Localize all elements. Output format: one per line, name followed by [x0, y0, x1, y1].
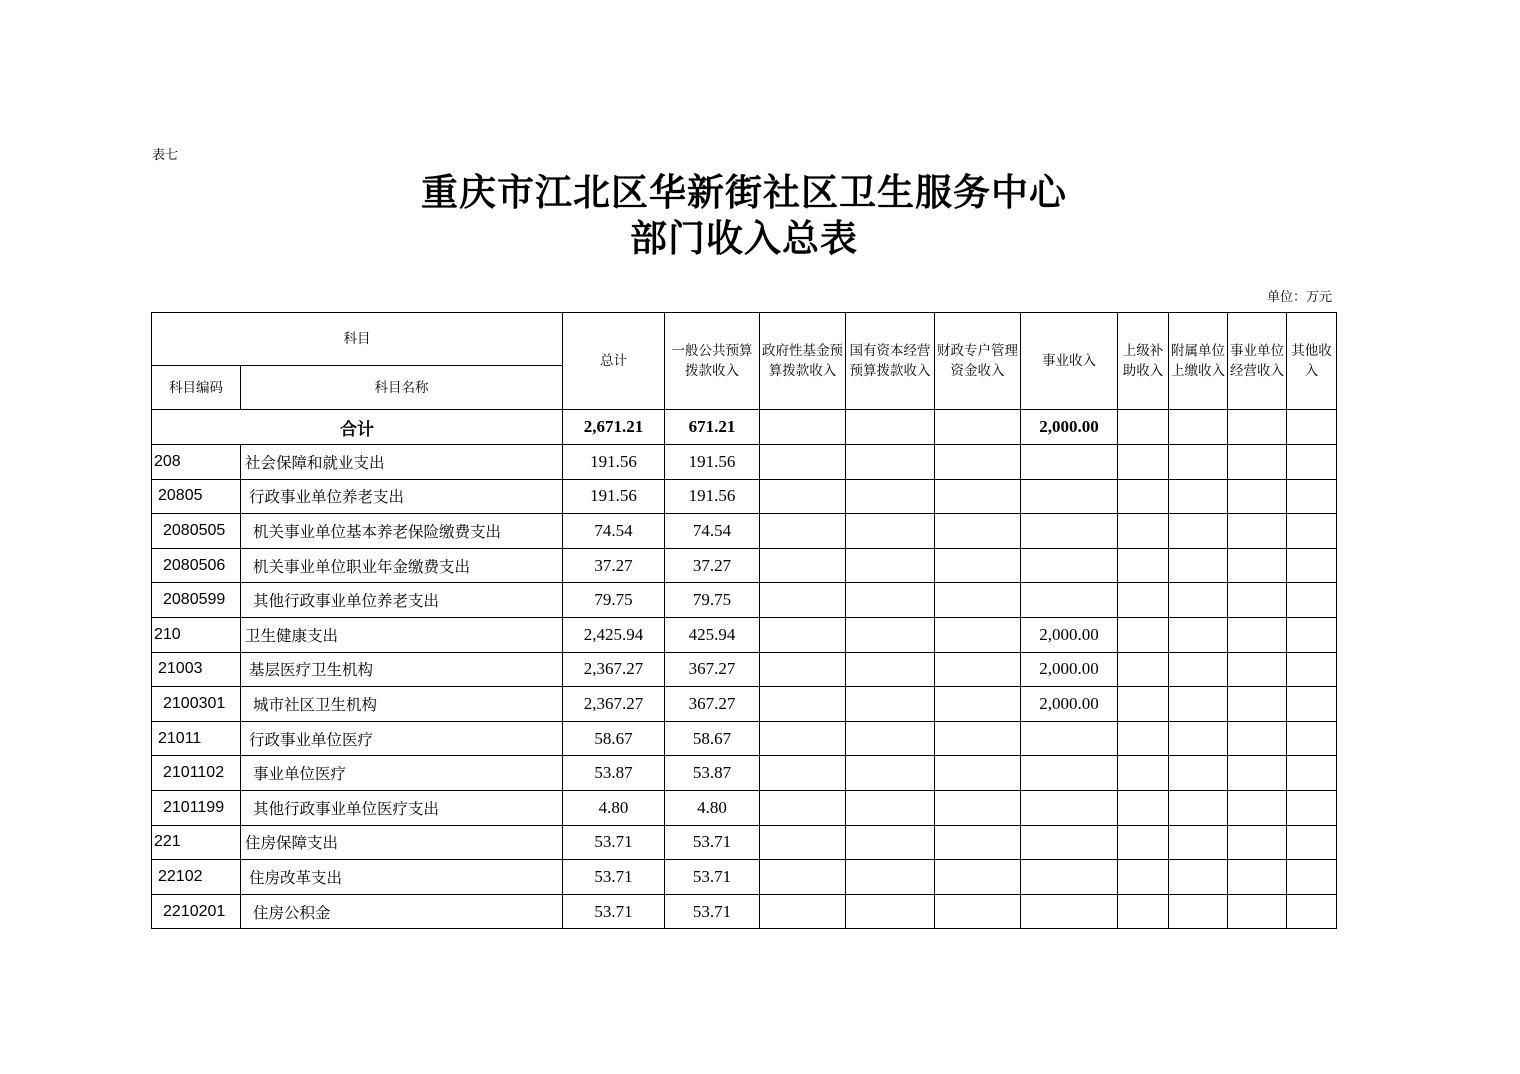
cell-affiliated-turnover — [1169, 514, 1228, 549]
cell-business-operation — [1228, 617, 1287, 652]
cell-other-income — [1287, 617, 1337, 652]
cell-business-operation — [1228, 583, 1287, 618]
header-business-income: 事业收入 — [1021, 313, 1118, 410]
cell-other-income — [1287, 687, 1337, 722]
subject-code-cell: 2100301 — [152, 687, 241, 722]
cell-superior-subsidy — [1118, 617, 1169, 652]
cell-superior-subsidy — [1118, 548, 1169, 583]
cell-other-income — [1287, 652, 1337, 687]
cell-business-operation — [1228, 756, 1287, 791]
cell-fiscal-special — [935, 894, 1021, 929]
table-row — [152, 790, 1337, 825]
header-other-income: 其他收入 — [1287, 313, 1337, 410]
cell-affiliated-turnover — [1169, 860, 1228, 895]
header-subject-name: 科目名称 — [241, 366, 563, 410]
cell-general-budget: 79.75 — [665, 583, 760, 618]
table-row — [152, 514, 1337, 549]
subject-code-cell: 2101199 — [152, 790, 241, 825]
subject-code-cell: 2101102 — [152, 756, 241, 791]
cell-fiscal-special — [935, 514, 1021, 549]
table-number-label: 表七 — [152, 148, 179, 163]
total-cell-business-income: 2,000.00 — [1021, 410, 1118, 445]
cell-business-operation — [1228, 445, 1287, 480]
subject-name-cell: 社会保障和就业支出 — [241, 445, 563, 480]
cell-business-operation — [1228, 514, 1287, 549]
cell-state-capital — [846, 756, 935, 791]
cell-gov-fund — [760, 894, 846, 929]
cell-general-budget: 425.94 — [665, 617, 760, 652]
cell-affiliated-turnover — [1169, 790, 1228, 825]
cell-fiscal-special — [935, 652, 1021, 687]
cell-state-capital — [846, 652, 935, 687]
total-cell-other-income — [1287, 410, 1337, 445]
cell-other-income — [1287, 721, 1337, 756]
cell-state-capital — [846, 721, 935, 756]
cell-total: 74.54 — [563, 514, 665, 549]
cell-business-operation — [1228, 652, 1287, 687]
subject-code-cell: 2080599 — [152, 583, 241, 618]
cell-business-operation — [1228, 894, 1287, 929]
header-total: 总计 — [563, 313, 665, 410]
cell-business-operation — [1228, 825, 1287, 860]
cell-business-income: 2,000.00 — [1021, 617, 1118, 652]
subject-name-cell: 其他行政事业单位医疗支出 — [241, 790, 563, 825]
cell-superior-subsidy — [1118, 583, 1169, 618]
cell-general-budget: 74.54 — [665, 514, 760, 549]
total-cell-fiscal-special — [935, 410, 1021, 445]
cell-general-budget: 367.27 — [665, 687, 760, 722]
header-business-operation: 事业单位经营收入 — [1228, 313, 1287, 410]
subject-name-cell: 基层医疗卫生机构 — [241, 652, 563, 687]
total-cell-gov-fund — [760, 410, 846, 445]
cell-superior-subsidy — [1118, 687, 1169, 722]
cell-superior-subsidy — [1118, 790, 1169, 825]
subject-code-cell: 2210201 — [152, 894, 241, 929]
cell-state-capital — [846, 479, 935, 514]
cell-total: 4.80 — [563, 790, 665, 825]
table-row — [152, 479, 1337, 514]
header-fiscal-special: 财政专户管理资金收入 — [935, 313, 1021, 410]
cell-state-capital — [846, 687, 935, 722]
cell-total: 191.56 — [563, 445, 665, 480]
cell-other-income — [1287, 860, 1337, 895]
table-row — [152, 445, 1337, 480]
header-gov-fund: 政府性基金预算拨款收入 — [760, 313, 846, 410]
total-row — [152, 410, 1337, 445]
page-subtitle: 部门收入总表 — [630, 216, 858, 260]
cell-general-budget: 58.67 — [665, 721, 760, 756]
cell-total: 53.71 — [563, 825, 665, 860]
cell-superior-subsidy — [1118, 721, 1169, 756]
cell-business-income — [1021, 479, 1118, 514]
cell-business-income — [1021, 721, 1118, 756]
cell-affiliated-turnover — [1169, 687, 1228, 722]
cell-state-capital — [846, 514, 935, 549]
cell-total: 191.56 — [563, 479, 665, 514]
cell-state-capital — [846, 445, 935, 480]
cell-business-income — [1021, 583, 1118, 618]
cell-superior-subsidy — [1118, 514, 1169, 549]
subject-code-cell: 208 — [152, 445, 241, 480]
cell-general-budget: 53.71 — [665, 860, 760, 895]
cell-general-budget: 191.56 — [665, 445, 760, 480]
cell-business-income — [1021, 514, 1118, 549]
subject-code-cell: 21011 — [152, 721, 241, 756]
cell-other-income — [1287, 825, 1337, 860]
total-cell-business-operation — [1228, 410, 1287, 445]
cell-fiscal-special — [935, 825, 1021, 860]
subject-name-cell: 住房改革支出 — [241, 860, 563, 895]
cell-total: 2,367.27 — [563, 652, 665, 687]
cell-general-budget: 53.71 — [665, 825, 760, 860]
cell-fiscal-special — [935, 617, 1021, 652]
cell-affiliated-turnover — [1169, 825, 1228, 860]
cell-business-operation — [1228, 721, 1287, 756]
cell-state-capital — [846, 617, 935, 652]
header-row-top — [152, 313, 1337, 366]
cell-business-income — [1021, 790, 1118, 825]
cell-state-capital — [846, 583, 935, 618]
subject-code-cell: 2080505 — [152, 514, 241, 549]
total-label: 合计 — [152, 410, 563, 445]
subject-name-cell: 机关事业单位职业年金缴费支出 — [241, 548, 563, 583]
cell-total: 2,367.27 — [563, 687, 665, 722]
cell-total: 53.71 — [563, 860, 665, 895]
cell-superior-subsidy — [1118, 860, 1169, 895]
cell-other-income — [1287, 479, 1337, 514]
cell-other-income — [1287, 445, 1337, 480]
cell-gov-fund — [760, 445, 846, 480]
cell-superior-subsidy — [1118, 825, 1169, 860]
cell-gov-fund — [760, 548, 846, 583]
cell-affiliated-turnover — [1169, 652, 1228, 687]
cell-affiliated-turnover — [1169, 617, 1228, 652]
cell-business-operation — [1228, 479, 1287, 514]
cell-business-income: 2,000.00 — [1021, 687, 1118, 722]
cell-general-budget: 367.27 — [665, 652, 760, 687]
table-row — [152, 548, 1337, 583]
cell-superior-subsidy — [1118, 652, 1169, 687]
cell-general-budget: 53.71 — [665, 894, 760, 929]
cell-fiscal-special — [935, 445, 1021, 480]
cell-fiscal-special — [935, 860, 1021, 895]
subject-code-cell: 22102 — [152, 860, 241, 895]
total-cell-affiliated-turnover — [1169, 410, 1228, 445]
cell-other-income — [1287, 514, 1337, 549]
cell-general-budget: 37.27 — [665, 548, 760, 583]
cell-gov-fund — [760, 479, 846, 514]
header-subject-code: 科目编码 — [152, 366, 241, 410]
cell-affiliated-turnover — [1169, 583, 1228, 618]
table-row — [152, 583, 1337, 618]
cell-affiliated-turnover — [1169, 721, 1228, 756]
cell-fiscal-special — [935, 479, 1021, 514]
table-row — [152, 652, 1337, 687]
cell-gov-fund — [760, 583, 846, 618]
subject-code-cell: 20805 — [152, 479, 241, 514]
subject-name-cell: 住房保障支出 — [241, 825, 563, 860]
cell-affiliated-turnover — [1169, 756, 1228, 791]
cell-total: 2,425.94 — [563, 617, 665, 652]
cell-business-income — [1021, 860, 1118, 895]
cell-total: 53.71 — [563, 894, 665, 929]
total-cell-total: 2,671.21 — [563, 410, 665, 445]
cell-business-income — [1021, 548, 1118, 583]
cell-gov-fund — [760, 825, 846, 860]
cell-affiliated-turnover — [1169, 894, 1228, 929]
cell-state-capital — [846, 548, 935, 583]
header-subject: 科目 — [152, 313, 563, 366]
cell-other-income — [1287, 548, 1337, 583]
cell-affiliated-turnover — [1169, 479, 1228, 514]
income-summary-table — [151, 312, 1337, 929]
table-row — [152, 894, 1337, 929]
subject-name-cell: 事业单位医疗 — [241, 756, 563, 791]
cell-total: 79.75 — [563, 583, 665, 618]
cell-superior-subsidy — [1118, 479, 1169, 514]
cell-gov-fund — [760, 756, 846, 791]
cell-general-budget: 53.87 — [665, 756, 760, 791]
cell-other-income — [1287, 583, 1337, 618]
cell-gov-fund — [760, 687, 846, 722]
table-row — [152, 617, 1337, 652]
cell-state-capital — [846, 790, 935, 825]
cell-business-income: 2,000.00 — [1021, 652, 1118, 687]
cell-business-income — [1021, 756, 1118, 791]
cell-gov-fund — [760, 652, 846, 687]
cell-fiscal-special — [935, 721, 1021, 756]
cell-general-budget: 4.80 — [665, 790, 760, 825]
cell-superior-subsidy — [1118, 756, 1169, 791]
cell-gov-fund — [760, 860, 846, 895]
cell-fiscal-special — [935, 756, 1021, 791]
cell-business-operation — [1228, 548, 1287, 583]
header-state-capital: 国有资本经营预算拨款收入 — [846, 313, 935, 410]
cell-superior-subsidy — [1118, 894, 1169, 929]
header-superior-subsidy: 上级补助收入 — [1118, 313, 1169, 410]
table-row — [152, 721, 1337, 756]
subject-code-cell: 221 — [152, 825, 241, 860]
page-title: 重庆市江北区华新街社区卫生服务中心 — [421, 170, 1067, 214]
cell-general-budget: 191.56 — [665, 479, 760, 514]
cell-business-operation — [1228, 687, 1287, 722]
cell-state-capital — [846, 860, 935, 895]
cell-state-capital — [846, 825, 935, 860]
subject-code-cell: 21003 — [152, 652, 241, 687]
total-cell-general-budget: 671.21 — [665, 410, 760, 445]
cell-superior-subsidy — [1118, 445, 1169, 480]
header-general-budget: 一般公共预算拨款收入 — [665, 313, 760, 410]
total-cell-superior-subsidy — [1118, 410, 1169, 445]
cell-business-income — [1021, 825, 1118, 860]
table-row — [152, 687, 1337, 722]
cell-other-income — [1287, 894, 1337, 929]
cell-fiscal-special — [935, 583, 1021, 618]
cell-other-income — [1287, 756, 1337, 791]
cell-fiscal-special — [935, 790, 1021, 825]
cell-business-operation — [1228, 790, 1287, 825]
cell-affiliated-turnover — [1169, 445, 1228, 480]
cell-gov-fund — [760, 721, 846, 756]
cell-fiscal-special — [935, 548, 1021, 583]
table-row — [152, 825, 1337, 860]
cell-total: 58.67 — [563, 721, 665, 756]
subject-name-cell: 行政事业单位医疗 — [241, 721, 563, 756]
unit-label: 单位：万元 — [1266, 290, 1332, 305]
cell-state-capital — [846, 894, 935, 929]
subject-name-cell: 行政事业单位养老支出 — [241, 479, 563, 514]
cell-total: 53.87 — [563, 756, 665, 791]
cell-business-operation — [1228, 860, 1287, 895]
header-affiliated-turnover: 附属单位上缴收入 — [1169, 313, 1228, 410]
cell-business-income — [1021, 894, 1118, 929]
table-row — [152, 860, 1337, 895]
subject-name-cell: 卫生健康支出 — [241, 617, 563, 652]
subject-code-cell: 2080506 — [152, 548, 241, 583]
cell-total: 37.27 — [563, 548, 665, 583]
subject-code-cell: 210 — [152, 617, 241, 652]
cell-gov-fund — [760, 617, 846, 652]
subject-name-cell: 城市社区卫生机构 — [241, 687, 563, 722]
subject-name-cell: 机关事业单位基本养老保险缴费支出 — [241, 514, 563, 549]
total-cell-state-capital — [846, 410, 935, 445]
cell-gov-fund — [760, 514, 846, 549]
cell-gov-fund — [760, 790, 846, 825]
cell-other-income — [1287, 790, 1337, 825]
subject-name-cell: 其他行政事业单位养老支出 — [241, 583, 563, 618]
cell-fiscal-special — [935, 687, 1021, 722]
subject-name-cell: 住房公积金 — [241, 894, 563, 929]
cell-business-income — [1021, 445, 1118, 480]
cell-affiliated-turnover — [1169, 548, 1228, 583]
table-row — [152, 756, 1337, 791]
